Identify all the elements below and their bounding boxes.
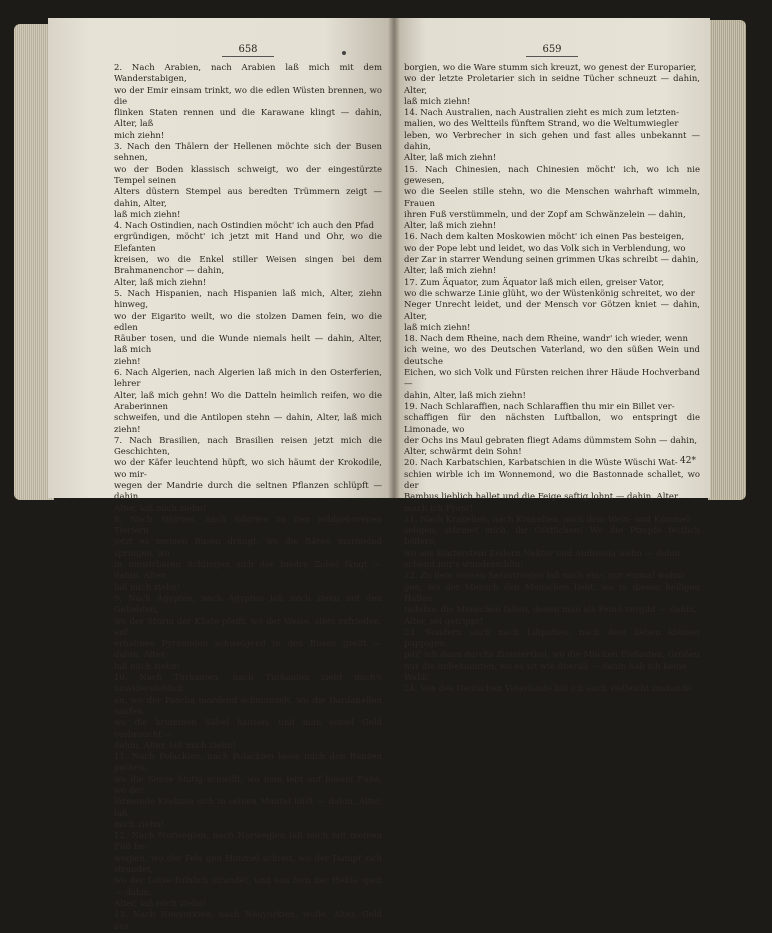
text-line: wo der Sturm der Küste pfeift, wo der Weise, stets zufrieden, auf [114, 616, 382, 638]
text-line: 2. Nach Arabien, nach Arabien laß mich mit dem Wanderstabigen, [114, 63, 382, 85]
page-mark [342, 51, 346, 55]
text-line: schweifen, und die Antilopen stehn — dahin, Alter, laß mich ziehn! [114, 413, 382, 435]
text-line: wo der letzte Proletarier sich in seidne Tücher schneuzt — dahin, Alter, [404, 74, 700, 96]
text-line: lärmende Krakuse sich in seinen Mantel hüllt — dahin, Alter, laß [114, 797, 382, 819]
text-line: 13. Nach Neuyorkien, nach Neuyorkien, wolle, Alter, Geld aus [114, 910, 382, 932]
text-line: 24. Von des Deutschen Vaterlande bin ich auch vielleicht imstande [404, 684, 692, 695]
text-line: Eichen, wo sich Volk und Fürsten reichen ihrer Häude Hochverband — [404, 368, 700, 390]
text-line: dahin, Alter, laß mich ziehn! [404, 390, 526, 401]
text-line: ihren Fuß verstümmeln, und der Zopf am Schwänzelein — dahin, [404, 209, 686, 220]
text-line: 20. Nach Karbatschien, Karbatschien in die Wüste Wüschi Wat- [404, 458, 678, 469]
text-line: 3. Nach den Thälern der Hellenen möchte sich der Busen sehnen, [114, 142, 382, 164]
text-line: laß mich ziehn! [404, 322, 471, 333]
text-line: 16. Nach dem kalten Moskowien möcht' ich einen Pas besteigen, [404, 232, 685, 243]
text-line: 21. Nach Krakelien, nach Krakelien, nach dem Wein- und Kümmel- [404, 514, 693, 525]
text-line: der Ochs ins Maul gebraten fliegt Adams dümmstem Sohn — dahin, [404, 435, 698, 446]
text-line: Alter, laß mich ziehn! [404, 266, 497, 277]
book-gutter [388, 18, 400, 498]
text-line: erhabnen Pyramiden schweigend in den Busen greift — dahin, Alter, [114, 639, 382, 661]
text-line: wo die Sense blutig schwillt, wo man lebt auf bösem Fuße, wo der [114, 774, 382, 796]
text-line: 9. Nach Ägypten, nach Ägypten laß mich ziehn mit den Geliebten, [114, 593, 382, 616]
text-line: Alter, schwärmt dein Sohn! [404, 447, 522, 458]
text-line: Alter, laß mich ziehn! [114, 503, 207, 514]
right-page [394, 18, 710, 695]
text-line: jetzt es meinen Busen drängt, wo die Bären murmelnd springen, wo [114, 537, 382, 559]
text-line: tadellos die Menschen fallen, denen man als Feind vergibt — dahin, [404, 605, 697, 616]
text-line: 18. Nach dem Rheine, nach dem Rheine, wandr' ich wieder, wenn [404, 334, 688, 345]
text-line: Alter, sei getrippt! [404, 616, 484, 627]
text-line: wegen der Mandrie durch die seltnen Pflanzen schlüpft — dahin, [114, 480, 382, 503]
text-line: Alter, laß mich ziehn! [114, 277, 207, 288]
text-line: laß mich ziehn! [114, 582, 181, 593]
text-line: 4. Nach Ostindien, nach Ostindien möcht' ich auch den Pfad [114, 221, 375, 232]
text-line: 10. Nach Turkanien, nach Turkanien zieht mich's unwiderstehlich [114, 673, 382, 695]
text-line: mich ziehn! [114, 130, 165, 141]
text-line: wo der Emir einsam trinkt, wo die edlen Wüsten brennen, wo die [114, 85, 382, 107]
text-line: 7. Nach Brasilien, nach Brasilien reisen jetzt mich die Geschichten, [114, 435, 382, 458]
text-line: seligen, stürmet mich, ihr Göttlichen! Wo die Pfropfe festlich böllern, [404, 526, 700, 548]
text-line: nur die unbekannten, wo es ist wie überall — dahin hab ich keine [404, 661, 687, 672]
right-page-number: 659 [404, 44, 700, 57]
text-line: 14. Nach Australien, nach Australien zieht es mich zum letzten- [404, 108, 679, 119]
text-line: ich weine, wo des Deutschen Vaterland, wo den süßen Wein und deutsche [404, 345, 700, 367]
text-line: borgien, wo die Ware stumm sich kreuzt, wo genest der Europarier, [404, 63, 697, 73]
text-line: 8. Nach Sibirien, nach Sibirien zu den wildgeborenen Tieriern [114, 514, 382, 537]
text-line: Alters düstern Stempel aus beredten Trümmern zeigt — dahin, Alter, [114, 187, 382, 209]
left-page-text [114, 63, 382, 933]
text-line: ergründigen, möcht' ich jetzt mit Hand und Ohr, wo die Elefanten [114, 232, 382, 254]
text-line: pilz' ich dann durchs Zimmerthal, wo die Mücken Elefanten, Größen [404, 650, 700, 661]
text-line: wo der Käfer leuchtend hüpft, wo sich häumt der Krokodile, wo mir- [114, 458, 382, 480]
text-line: 15. Nach Chinesien, nach Chinesien möcht' ich, wo ich nie gewesen, [404, 164, 700, 186]
text-line: mich ziehn! [114, 819, 165, 830]
text-line: gen, wo der Mensch den Menschen liebt, wo in diesen heiligen Hallen [404, 582, 700, 604]
text-line: Wahl! [404, 673, 429, 684]
text-line: flinken Staten rennen und die Karawane klingt — dahin, Alter, laß [114, 108, 382, 130]
right-page-edges [708, 20, 746, 500]
text-line: schaffigen für den nächsten Luftballon, wo entspringt die Limonade, wo [404, 413, 700, 435]
text-line: 12. Nach Norwegien, nach Norwegien laß mich mit meinen Fuß be- [114, 831, 382, 853]
text-line: wo der Pope lebt und leidet, wo das Volk sich in Verblendung, wo [404, 243, 686, 254]
text-line: wo die krummen Säbel hausen, und man soviel Geld verbraucht — [114, 718, 382, 740]
text-line: wo der Lotse fröhlich strandet, und von fern der Hekla speit — dahin, [114, 876, 382, 898]
text-line: malien, wo des Weltteils fünftem Strand, wo die Weltumwiegler [404, 119, 679, 130]
text-line: Räuber tosen, und die Wunde niemals heilt — dahin, Alter, laß mich [114, 334, 382, 356]
text-line: wo der Boden klassisch schweigt, wo der eingestürzte Tempel seinen [114, 164, 382, 186]
text-line: laß mich ziehn! [114, 209, 181, 220]
text-line: der Zar in starrer Wendung seinen grimmen Ukas schreibt — dahin, [404, 255, 699, 266]
text-line: in umwirbaren Schlingen sich der biedre Zobel fängt — dahin, Alter, [114, 560, 382, 582]
signature-mark: 42* [680, 456, 696, 466]
text-line: laß mich ziehn! [404, 96, 471, 107]
text-line: Alter, laß mich gehn! Wo die Datteln heimlich reifen, wo die Araberinnen [114, 390, 382, 412]
text-line: 22. Zu dem weisen Sarastronien laß mich ein-, nur einmal wohni- [404, 571, 687, 582]
text-line: Alter, laß mich ziehn! [114, 898, 207, 909]
text-line: ziehn! [114, 356, 141, 367]
text-line: dahin, Alter, laß mich ziehn! [114, 740, 236, 751]
text-line: wo die schwarze Linie glüht, wo der Wüstenkönig schreitet, wo der [404, 288, 695, 299]
text-line: wo die Seelen stille stehn, wo die Menschen wahrhaft wimmeln, Frauen [404, 187, 700, 209]
text-line: 23. Sondern auch nach Liliputien, nach dem lieben kleinen puppigen, [404, 627, 700, 650]
text-line: scheint mir's wunderschön! [404, 560, 524, 571]
text-line: wo der Eigarito weilt, wo die stolzen Damen fein, wo die edlen [114, 311, 382, 333]
text-line: an, wo der Pascha mordend schmunzelt, wo die Dardanellen saufen, [114, 695, 382, 717]
right-page-text [404, 63, 700, 696]
text-line: Alter, laß mich ziehn! [404, 153, 497, 164]
text-line: mach ich Front! [404, 503, 474, 514]
text-line: schien wirble ich im Wonnemond, wo die Bastonnade schallet, wo der [404, 469, 700, 491]
text-line: wo aus klatterstein Kellern Nektar und Ambrosia wehn — dahin [404, 548, 681, 559]
text-line: laß mich ziehn! [114, 661, 181, 672]
left-page [48, 18, 394, 932]
text-line: Bambus lieblich hallet und die Feige saftig lohnt — dahin, Alter, [404, 492, 680, 503]
text-line: 11. Nach Polackien, nach Polackien lasse mich den Ranzen packen, [114, 752, 382, 774]
text-line: kreisen, wo die Enkel stiller Weisen singen bei dem Brahmanenchor — dahin, [114, 255, 382, 277]
text-line: Neger Unrecht leidet, und der Mensch vor Götzen kniet — dahin, Alter, [404, 300, 700, 322]
text-line: 6. Nach Algerien, nach Algerien laß mich in den Osterferien, lehrer [114, 368, 382, 390]
text-line: Alter, laß mich ziehn! [404, 221, 497, 232]
text-line: 5. Nach Hispanien, nach Hispanien laß mich, Alter, ziehn hinweg, [114, 288, 382, 311]
text-line: 17. Zum Äquator, zum Äquator laß mich eilen, greiser Vator, [404, 277, 665, 288]
text-line: wegien, wo der Fels gen Himmel schreit, wo der Dampf sich strandet, [114, 853, 382, 876]
left-page-number: 658 [114, 44, 382, 57]
text-line: 19. Nach Schlaraffien, nach Schlaraffien thu mir ein Billet ver- [404, 401, 675, 412]
text-line: leben, wo Verbrecher in sich gehen und fast alles unbekannt — dahin, [404, 130, 700, 153]
